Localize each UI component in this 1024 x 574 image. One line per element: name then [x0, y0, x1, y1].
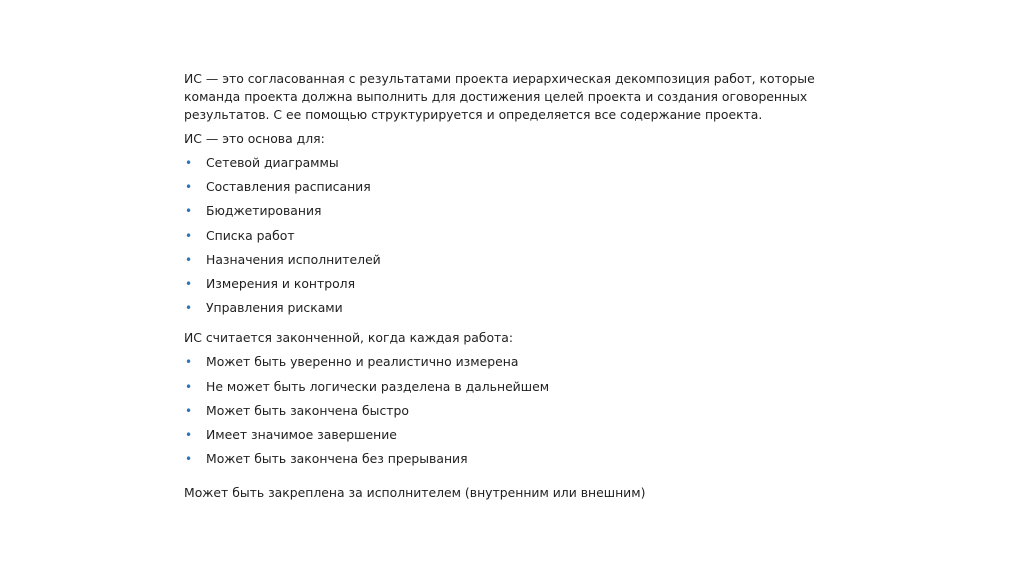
complete-list [184, 353, 844, 474]
bullet-icon: • [185, 403, 193, 418]
basis-list [184, 154, 844, 323]
list-item: • Имеет значимое завершение [185, 426, 397, 442]
bullet-icon: • [185, 427, 193, 442]
list-item: • Измерения и контроля [185, 275, 356, 291]
bullet-icon: • [185, 180, 193, 195]
bullet-icon: • [185, 301, 193, 316]
bullet-icon: • [185, 355, 193, 370]
list-item: • Назначения исполнителей [185, 251, 381, 267]
bullet-icon: • [185, 452, 193, 467]
bullet-icon: • [185, 228, 193, 243]
list-item: • Сетевой диаграммы [185, 155, 339, 170]
bullet-icon: • [185, 379, 193, 394]
list-item: • Может быть уверенно и реалистично измерена [185, 354, 519, 370]
list-item: • Управления рисками [185, 300, 343, 316]
bullet-icon: • [185, 156, 193, 170]
list-item: • Может быть закончена без прерывания [185, 451, 468, 467]
slide-content [184, 70, 844, 502]
list-item: • Бюджетирования [185, 203, 322, 219]
closing-paragraph: Может быть закреплена за исполнителем (внутренним или внешним) [184, 485, 646, 501]
bullet-icon: • [185, 276, 193, 291]
intro-paragraph: ИС — это согласованная с результатами проекта иерархическая декомпозиция работ, которые команда проекта должна выполнить для достижения целей проекта и создания оговоренных результатов. С ее помощью структурируется и определяется все содержание проекта. [184, 71, 815, 122]
list-item: • Составления расписания [185, 179, 371, 195]
bullet-icon: • [185, 204, 193, 219]
basis-heading: ИС — это основа для: [184, 131, 325, 146]
list-item: • Может быть закончена быстро [185, 402, 409, 418]
list-item: • Не может быть логически разделена в дальнейшем [185, 378, 550, 394]
bullet-icon: • [185, 252, 193, 267]
list-item: • Списка работ [185, 227, 295, 243]
complete-heading: ИС считается законченной, когда каждая работа: [184, 330, 514, 346]
